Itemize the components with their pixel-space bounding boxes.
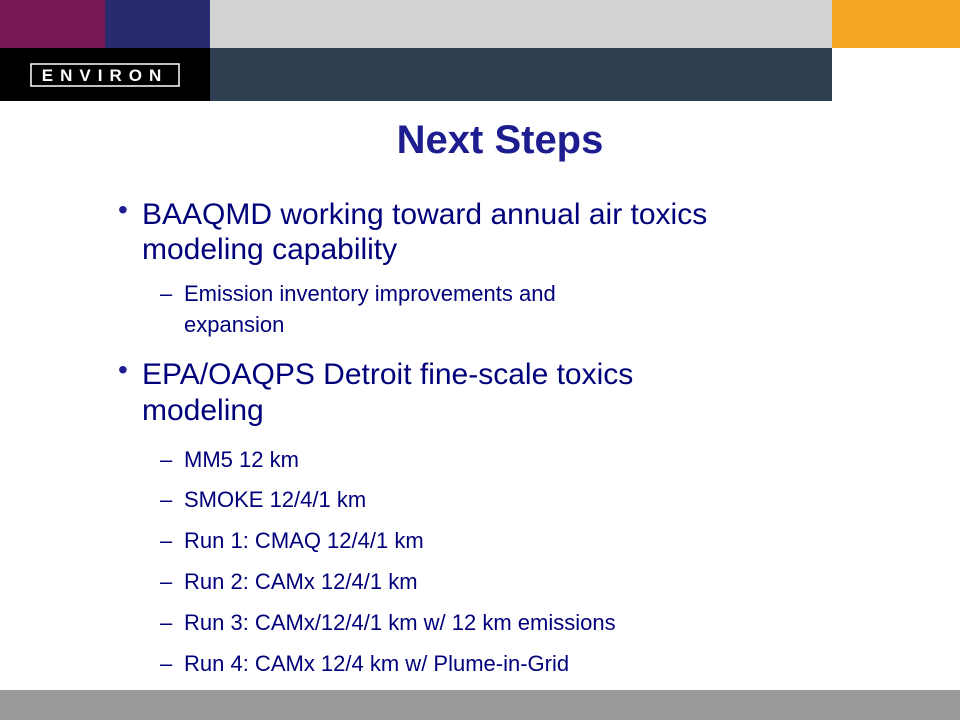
bullet-text-line: modeling: [142, 394, 264, 427]
sub-bullet-text-line: Run 3: CAMx/12/4/1 km w/ 12 km emissions: [184, 610, 616, 635]
bullet-text-line: modeling capability: [142, 233, 398, 266]
bullet-dot: •: [118, 194, 128, 225]
sub-bullet-text-line: MM5 12 km: [184, 447, 299, 472]
sub-bullet-dash: –: [160, 447, 173, 472]
sub-bullet-text-line: Run 2: CAMx 12/4/1 km: [184, 569, 418, 594]
sub-bullet-dash: –: [160, 569, 173, 594]
sub-bullet-text-line: Run 1: CMAQ 12/4/1 km: [184, 528, 424, 553]
sub-bullet-text-line: Emission inventory improvements and: [184, 281, 556, 306]
sub-bullet-text-line: SMOKE 12/4/1 km: [184, 487, 367, 512]
sub-bullet-text-line: Run 4: CAMx 12/4 km w/ Plume-in-Grid: [184, 651, 570, 676]
bullet-text-line: EPA/OAQPS Detroit fine-scale toxics: [142, 358, 634, 391]
slide-title: Next Steps: [396, 118, 604, 162]
sub-bullet-dash: –: [160, 281, 173, 306]
sub-bullet-dash: –: [160, 528, 173, 553]
bullet-dot: •: [118, 354, 128, 385]
sub-bullet-dash: –: [160, 651, 173, 676]
sub-bullet-dash: –: [160, 610, 173, 635]
logo-wordmark: ENVIRON: [41, 65, 169, 85]
footer-bar: [0, 690, 960, 720]
bullet-text-line: BAAQMD working toward annual air toxics: [142, 198, 708, 231]
sub-bullet-text-line: expansion: [184, 312, 285, 337]
sub-bullet-dash: –: [160, 487, 173, 512]
